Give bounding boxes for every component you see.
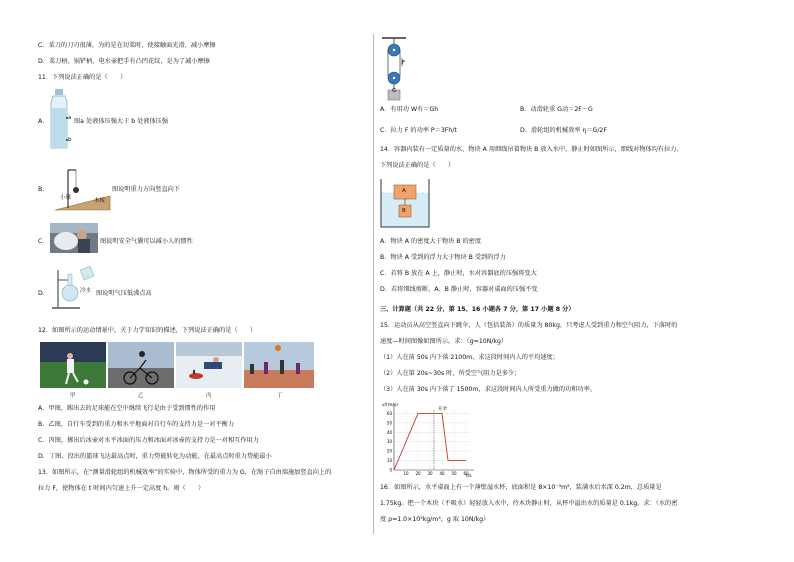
q11-option-b-letter: B． <box>38 186 49 193</box>
pendulum-incline-figure <box>54 166 112 212</box>
graph-note: 开伞 <box>438 407 447 412</box>
cycling-photo <box>108 342 174 388</box>
y-tick-label: 60 <box>386 410 392 416</box>
pulley-label-g: G <box>392 88 397 94</box>
q14-option-b: B．物块 A 受到的浮力大于物块 B 受到的浮力 <box>380 254 506 261</box>
q13-stem-line2: 拉力 F，使物体在 t 时间内匀速上升一定高度 h。则（ ） <box>38 485 205 492</box>
q11-option-b-text: 图说明重力方向竖直向下 <box>112 186 181 193</box>
label-b: b <box>68 137 72 143</box>
curling-photo <box>176 342 242 388</box>
label-a: a <box>68 115 72 121</box>
q12-option-d: D．丁图，投出的篮球飞达最高点时，重力势能转化为动能，在最高点时重力势能最小 <box>38 453 272 460</box>
y-tick-label: 10 <box>386 458 392 464</box>
label-cold-water: 冷水 <box>80 288 92 294</box>
q11-option-a-text: 图a 处液体压强大于 b 处液体压强 <box>74 118 169 125</box>
q15-stem-line1: 15．运动员从高空竖直向下跳伞，人（包括装备）的质量为 80kg，只考虑人受到重力和空气阻力，下落时的 <box>380 322 678 329</box>
x-tick-label: 20 <box>415 471 421 476</box>
velocity-time-graph <box>378 400 478 478</box>
q12-stem: 12．如图所示的运动情景中，关于力学知识的描述，下列说法正确的是（ ） <box>38 327 257 334</box>
x-tick-label: 30 <box>427 471 433 476</box>
graph-x-label: t/s <box>466 474 472 478</box>
airbag-photo <box>50 223 98 253</box>
q16-line2: 1.75kg。把一个木块（不吸水）轻轻放入水中，待木块静止时，从杯中溢出水的质量是 0.1kg。求：（水的密 <box>380 500 678 507</box>
q11-option-c-text: 图说明安全气囊可以减小人的惯性 <box>100 238 193 245</box>
x-tick-label: 50 <box>451 471 457 476</box>
block-label-a: A <box>402 188 406 194</box>
q14-stem-line1: 14．容器内装有一定质量的水，物块 A 用细线吊着物块 B 放入水中，静止时如图所示，细线对物体均有拉力。 <box>380 146 683 153</box>
q14-option-d: D．若将细线剪断，A、B 静止时，容器对桌面的压强不变 <box>380 286 538 293</box>
q15-part2: （2）人在第 20s~30s 时，所受空气阻力是多少； <box>380 370 521 377</box>
soccer-photo <box>40 342 106 388</box>
y-tick-label: 20 <box>386 448 392 454</box>
q16-line1: 16．如图所示，水平桌面上有一个薄壁溢水杯，底面积是 8×10⁻³m²，装满水后水深 0.2m，总质量是 <box>380 484 662 491</box>
basketball-photo <box>244 342 314 388</box>
q14-stem-line2: 下列说法正确的是（ ） <box>380 162 455 169</box>
graph-y-label: v/(m/s) <box>382 403 398 408</box>
block-label-b: B <box>402 208 406 214</box>
caption-yi: 乙 <box>138 393 144 399</box>
x-tick-label: 60 <box>463 471 469 476</box>
q11-option-d-text: 图说明气压低沸点高 <box>96 290 152 297</box>
q12-option-b: B．乙图，自行车受到的重力和水平地面对自行车的支持力是一对平衡力 <box>38 421 235 428</box>
q10-option-d: D．菜刀柄、锅铲柄、电水壶把手有凸凹花纹，是为了减小摩擦 <box>38 58 210 65</box>
q13-option-c: C．拉力 F 的功率 P＝3Fh/t <box>380 127 457 134</box>
q15-stem-line2: 速度—时间图像如图所示，求：（g=10N/kg） <box>380 338 508 345</box>
q16-line3: 度 ρ=1.0×10³kg/m³，g 取 10N/kg） <box>380 516 490 523</box>
q15-part1: （1）人在前 50s 内下落 2100m，求这段时间内人的平均速度； <box>380 354 559 361</box>
q13-option-b: B．动滑轮重 G动＝2F－G <box>520 106 593 113</box>
q14-option-a: A．物块 A 的密度大于物块 B 的密度 <box>380 238 482 245</box>
q13-option-d: D．滑轮组的机械效率 η＝G/2F <box>520 127 607 134</box>
water-bottle-figure <box>48 88 70 150</box>
q15-part3: （3）人在前 30s 内下落了 1500m，求这段时间内人所受重力做的功和功率。 <box>380 386 596 393</box>
x-tick-label: 40 <box>439 471 445 476</box>
caption-bing: 丙 <box>206 393 212 399</box>
pulley-label-f: F <box>402 60 406 66</box>
y-tick-label: 40 <box>386 429 392 435</box>
water-container-figure <box>380 177 430 229</box>
label-board: 木板 <box>94 198 106 204</box>
label-ball: 小球 <box>60 195 72 201</box>
q13-option-a: A．有用功 W有＝Gh <box>380 106 439 113</box>
y-tick-label: 50 <box>386 420 392 426</box>
y-tick-label: 0 <box>389 467 392 473</box>
q11-stem: 11．下列说法正确的是（ ） <box>38 74 127 81</box>
section-3-heading: 三、计算题（共 22 分，第 15、16 小题各 7 分，第 17 小题 8 分） <box>380 306 575 313</box>
q11-option-a-letter: A． <box>38 118 49 125</box>
caption-ding: 丁 <box>277 393 283 399</box>
q12-option-c: C．丙图，掷出后冰壶对水平冰面的压力和冰面对冰壶的支持力是一对相互作用力 <box>38 437 259 444</box>
caption-jia: 甲 <box>70 393 76 399</box>
q12-option-a: A．甲图，踢出去的足球能在空中继续飞行是由于受到惯性的作用 <box>38 405 216 412</box>
q11-option-d-letter: D． <box>38 290 49 297</box>
q13-stem-line1: 13．如图所示，在“测量滑轮组的机械效率”的实验中，物体所受的重力为 G，在绳子自由端施加竖直向上的 <box>38 469 332 476</box>
x-tick-label: 10 <box>403 471 409 476</box>
y-tick-label: 30 <box>386 439 392 445</box>
q11-option-c-letter: C． <box>38 238 49 245</box>
q10-option-c: C．菜刀的刀刃很薄，为的是在切菜时，使接触面光滑，减小摩擦 <box>38 42 216 49</box>
column-divider <box>373 34 374 534</box>
q14-option-c: C．若将 B 放在 A 上，静止时，水对容器底的压强将变大 <box>380 270 537 277</box>
